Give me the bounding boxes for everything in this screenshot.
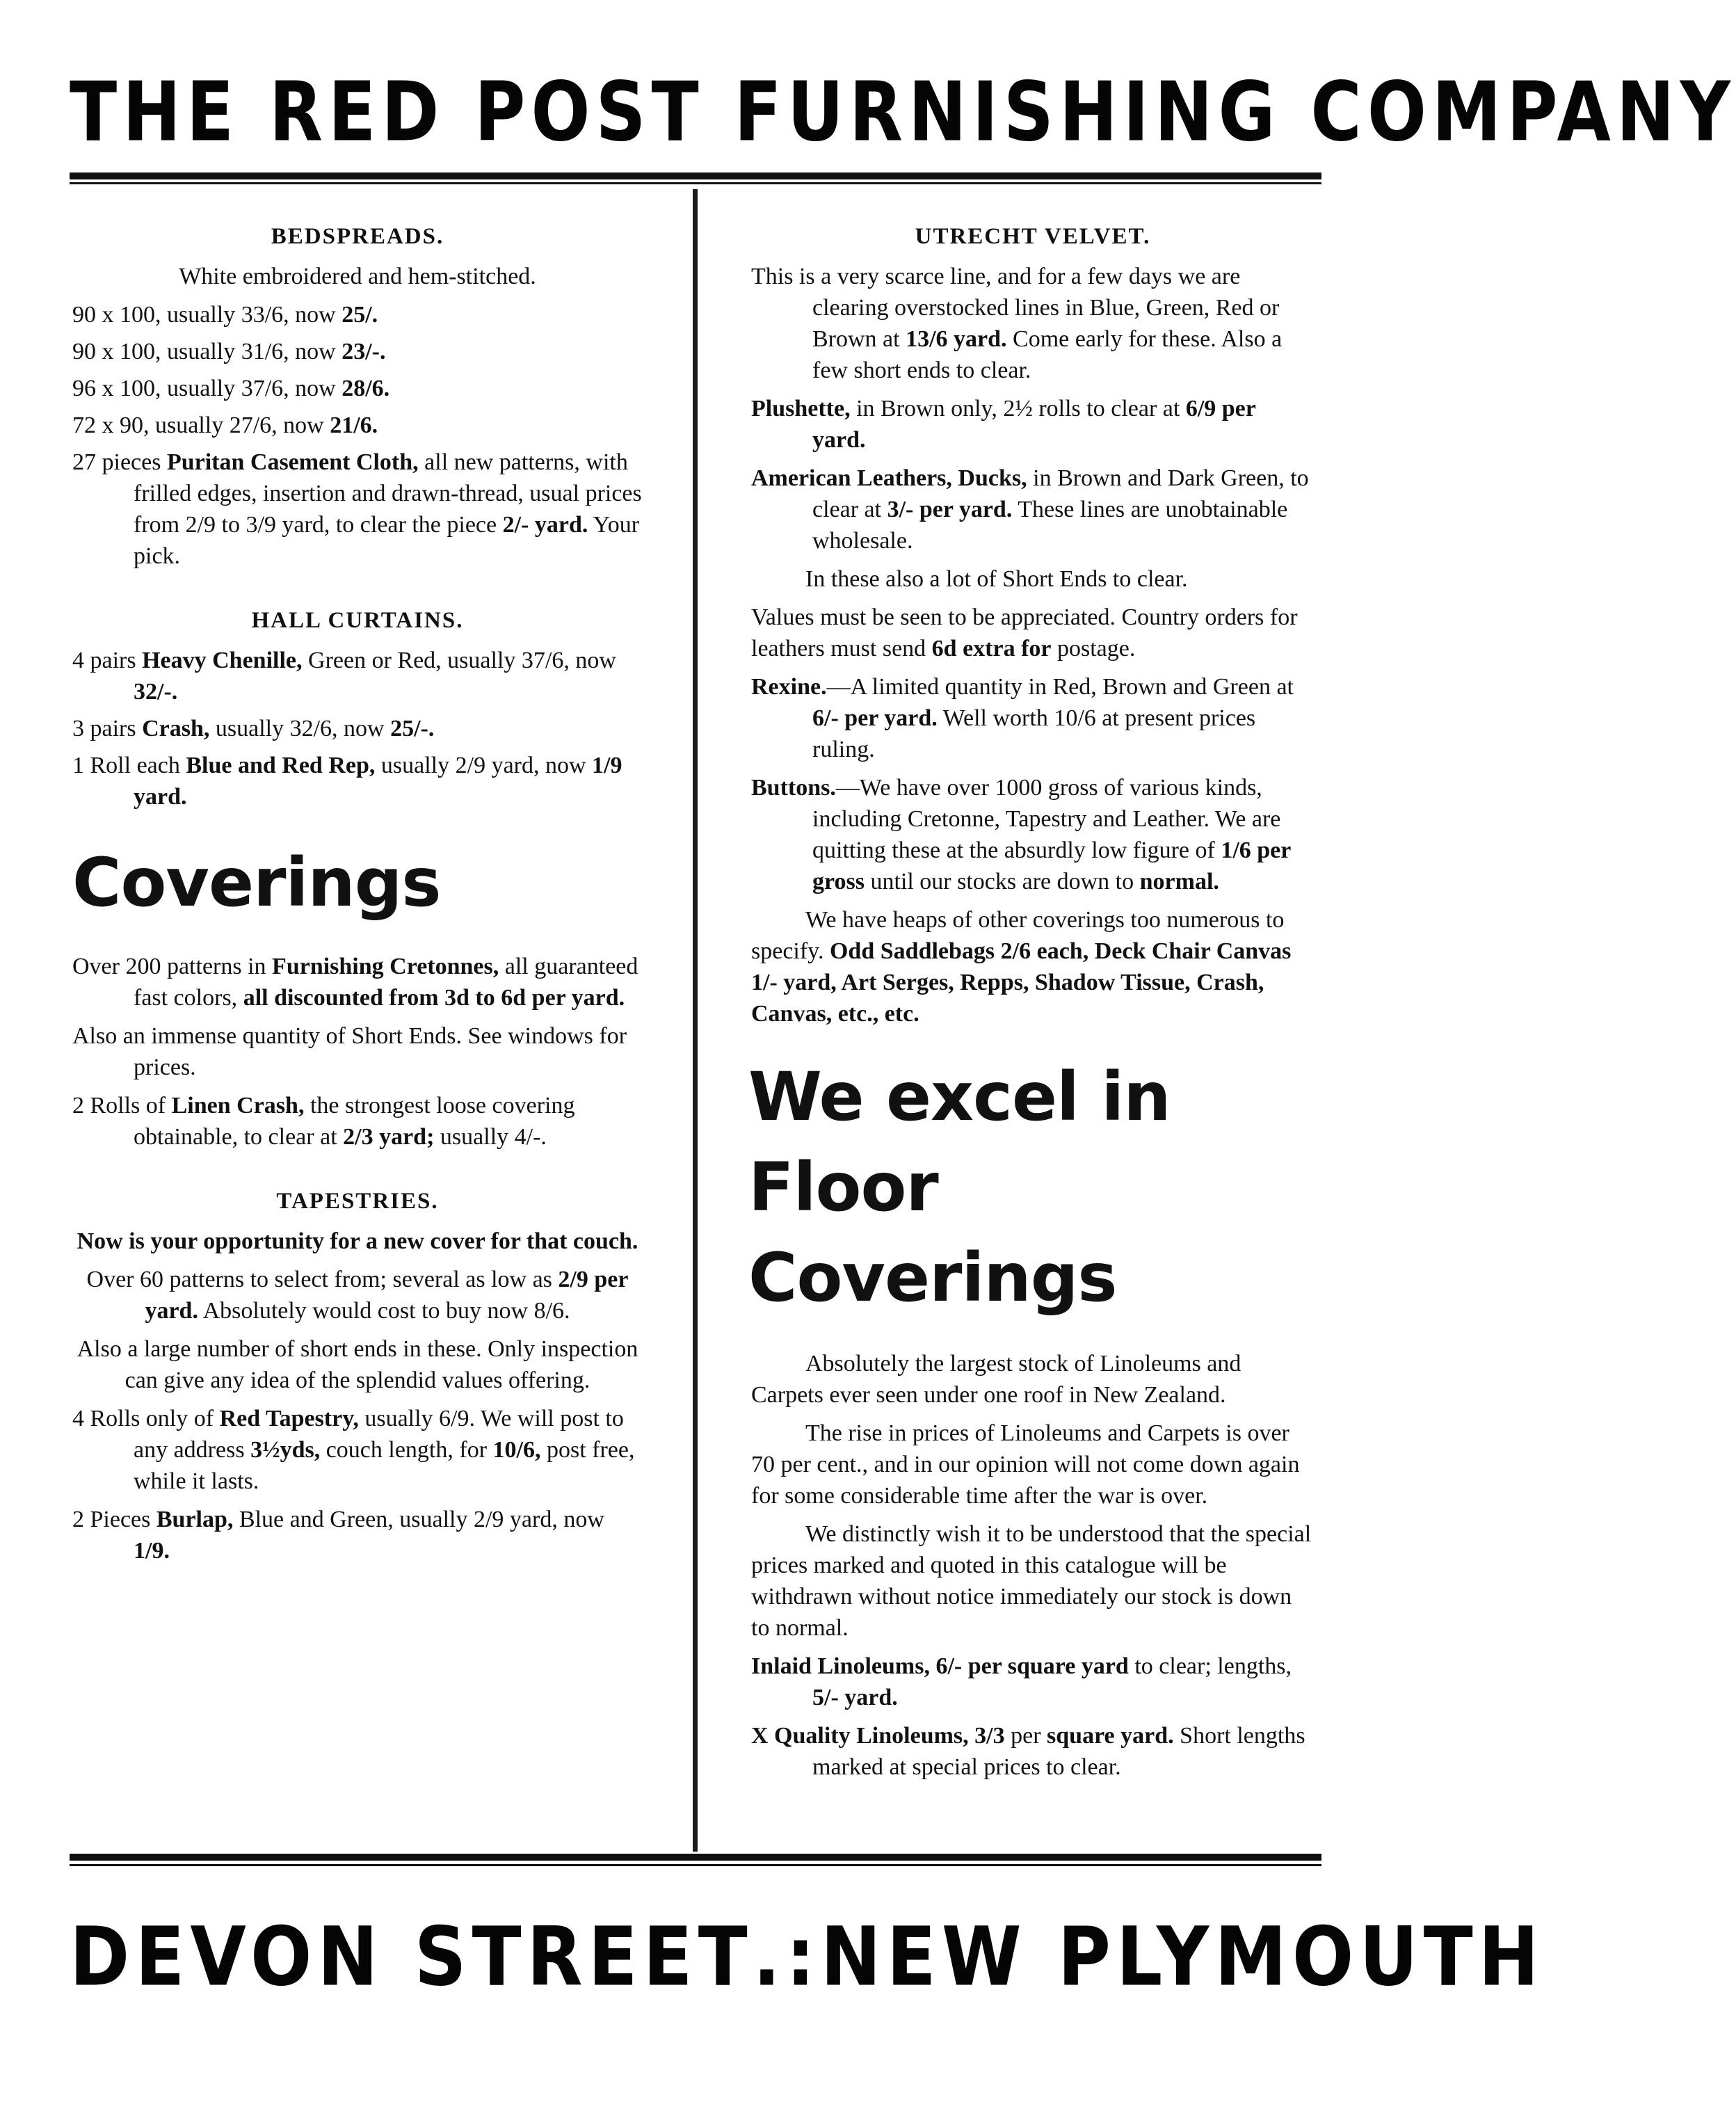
utrecht-heading: UTRECHT VELVET. <box>915 224 1151 249</box>
bedspreads-heading: BEDSPREADS. <box>271 224 444 249</box>
right-column <box>748 221 1315 1790</box>
bedspread-item: 90 x 100, usually 31/6, now 23/-. <box>72 339 386 364</box>
town-name: NEW PLYMOUTH <box>820 1909 1545 2005</box>
other-coverings-note: We have heaps of other coverings too numerous to specify. Odd Saddlebags 2/6 each, Deck Chair Canvas 1/- yard, Art Serges, Repps, Shadow Tissue, Crash, Canvas, etc., etc. <box>751 907 1292 1027</box>
bedspread-item: 90 x 100, usually 33/6, now 25/. <box>72 302 378 328</box>
cretonnes-item: Over 200 patterns in Furnishing Cretonnes, all guaranteed fast colors, all discounted from 3d to 6d per yard. <box>72 954 638 1011</box>
coverings-title: Coverings <box>72 844 441 922</box>
bedspreads-intro: White embroidered and hem-stitched. <box>179 264 536 289</box>
column-divider <box>693 189 698 1852</box>
curtain-item: 1 Roll each Blue and Red Rep, usually 2/9 yard, now 1/9 yard. <box>72 753 622 810</box>
hall-curtains-heading: HALL CURTAINS. <box>251 608 464 633</box>
bedspreads-list <box>72 299 643 441</box>
utrecht-velvet-item: This is a very scarce line, and for a few days we are clearing overstocked lines in Blue, Green, Red or Brown at 13/6 yard. Come early for these. Also a few short ends to clear. <box>751 264 1283 383</box>
street-name: DEVON STREET <box>70 1909 753 2005</box>
country-orders-note: Values must be seen to be appreciated. Country orders for leathers must send 6d extra for postage. <box>751 604 1298 661</box>
tapestry-short-ends-item: Also a large number of short ends in these. Only inspection can give any idea of the splendid values offering. <box>77 1336 638 1394</box>
page-title: THE RED POST FURNISHING COMPANY <box>70 64 1736 161</box>
rexine-item: Rexine.—A limited quantity in Red, Brown and Green at 6/- per yard. Well worth 10/6 at present prices ruling. <box>751 674 1294 762</box>
address-banner <box>70 1909 1545 2005</box>
address-separator: .: <box>753 1909 821 2005</box>
puritan-cloth-item: 27 pieces Puritan Casement Cloth, all new patterns, with frilled edges, insertion and drawn-thread, usual prices from 2/9 to 3/9 yard, to clear the piece 2/- yard. Your pick. <box>72 449 642 569</box>
floor-coverings-title: We excel in Floor Coverings <box>748 1058 1171 1317</box>
bedspread-item: 96 x 100, usually 37/6, now 28/6. <box>72 376 390 401</box>
left-column <box>72 221 643 1573</box>
withdrawal-notice: We distinctly wish it to be understood that the special prices marked and quoted in this catalogue will be withdrawn without notice immediately our stock is down to normal. <box>751 1521 1312 1641</box>
bottom-rule-thin <box>70 1864 1321 1866</box>
short-ends-note: In these also a lot of Short Ends to clear. <box>805 566 1188 592</box>
leathers-item: American Leathers, Ducks, in Brown and Dark Green, to clear at 3/- per yard. These lines are unobtainable wholesale. <box>751 465 1309 554</box>
x-quality-linoleum-item: X Quality Linoleums, 3/3 per square yard. Short lengths marked at special prices to clear. <box>751 1723 1305 1780</box>
linen-crash-item: 2 Rolls of Linen Crash, the strongest loose covering obtainable, to clear at 2/3 yard; usually 4/-. <box>72 1093 575 1150</box>
top-rule-thin <box>70 182 1321 184</box>
linoleum-stock-note: Absolutely the largest stock of Linoleums and Carpets ever seen under one roof in New Zealand. <box>751 1351 1241 1408</box>
bedspread-item: 72 x 90, usually 27/6, now 21/6. <box>72 412 378 438</box>
top-rule <box>70 173 1321 179</box>
curtain-item: 3 pairs Crash, usually 32/6, now 25/-. <box>72 716 435 741</box>
tapestry-patterns-item: Over 60 patterns to select from; several as low as 2/9 per yard. Absolutely would cost to buy now 8/6. <box>86 1267 629 1324</box>
price-rise-note: The rise in prices of Linoleums and Carpets is over 70 per cent., and in our opinion will not come down again for some considerable time after the war is over. <box>751 1420 1300 1509</box>
bottom-rule <box>70 1854 1321 1861</box>
curtain-item: 4 pairs Heavy Chenille, Green or Red, usually 37/6, now 32/-. <box>72 648 616 705</box>
inlaid-linoleum-item: Inlaid Linoleums, 6/- per square yard to clear; lengths, 5/- yard. <box>751 1653 1292 1710</box>
plushette-item: Plushette, in Brown only, 2½ rolls to clear at 6/9 per yard. <box>751 396 1256 453</box>
red-tapestry-item: 4 Rolls only of Red Tapestry, usually 6/9. We will post to any address 3½yds, couch length, for 10/6, post free, while it lasts. <box>72 1406 635 1495</box>
tapestries-heading: TAPESTRIES. <box>276 1189 439 1214</box>
buttons-item: Buttons.—We have over 1000 gross of various kinds, including Cretonne, Tapestry and Leather. We are quitting these at the absurdly low figure of 1/6 per gross until our stocks are down to normal. <box>751 775 1291 894</box>
burlap-item: 2 Pieces Burlap, Blue and Green, usually 2/9 yard, now 1/9. <box>72 1507 604 1564</box>
short-ends-item: Also an immense quantity of Short Ends. See windows for prices. <box>72 1023 627 1081</box>
tapestries-lead: Now is your opportunity for a new cover for that couch. <box>77 1228 638 1255</box>
